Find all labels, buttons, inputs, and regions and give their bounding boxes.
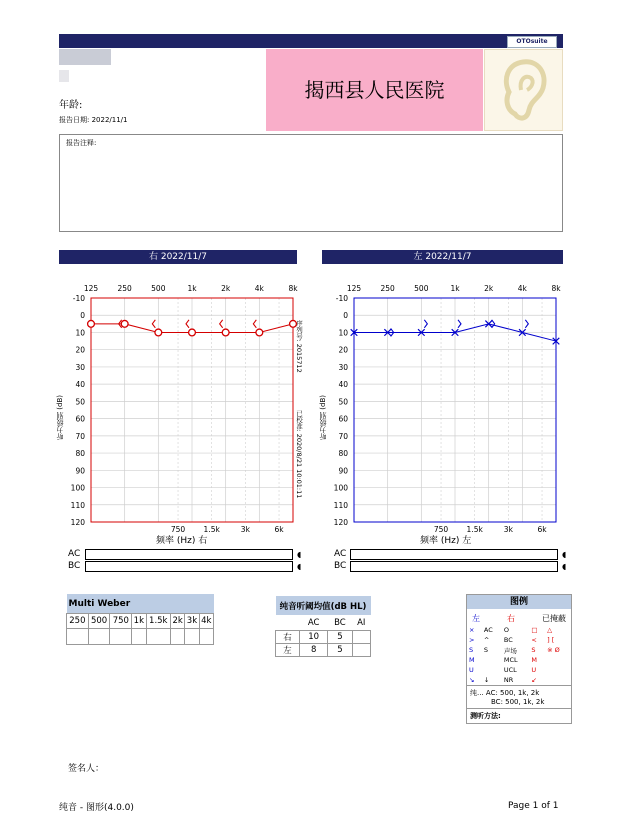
- legend-symbol: ↙: [531, 676, 537, 684]
- legend-symbol: △: [547, 626, 553, 634]
- bc-point: [220, 320, 223, 328]
- weber-cell: [88, 629, 110, 645]
- weber-freq: 1.5k: [146, 614, 171, 629]
- hospital-name: 揭西县人民医院: [266, 49, 483, 131]
- legend-symbol: ^: [483, 636, 490, 644]
- legend-symbol: MCL: [503, 656, 518, 664]
- ac-point-o: [88, 320, 95, 327]
- freq-tick-label: 3k: [503, 525, 513, 534]
- weber-cell: [67, 629, 89, 645]
- right-ac-box: [85, 549, 293, 560]
- legend-symbol: [545, 655, 571, 665]
- db-tick-label: 20: [338, 345, 348, 355]
- legend-left: 左: [472, 614, 480, 623]
- pta-cell: 8: [300, 644, 328, 657]
- ac-point-o: [256, 329, 263, 336]
- legend-symbol: <: [531, 636, 537, 644]
- legend-symbol: ↘: [469, 676, 475, 684]
- legend-symbol: [545, 665, 571, 675]
- freq-tick-label: 6k: [537, 525, 547, 534]
- legend-title: 图例: [467, 595, 571, 609]
- legend-symbol: [545, 675, 571, 685]
- db-tick-label: 30: [75, 362, 85, 372]
- speaker-icon: ◖: [562, 562, 567, 571]
- weber-freq: 2k: [171, 614, 185, 629]
- pta-cell: 右: [276, 631, 300, 644]
- legend-symbol: ] [: [547, 636, 555, 644]
- legend-pta-bc: BC: 500, 1k, 2k: [491, 698, 545, 706]
- right-bc-box: [85, 561, 293, 572]
- patient-name-redacted: [59, 49, 111, 65]
- legend-symbol: U: [469, 666, 474, 674]
- weber-freq: 500: [88, 614, 110, 629]
- legend-symbol: BC: [503, 636, 513, 644]
- freq-tick-label: 3k: [240, 525, 250, 534]
- left-ac-label: AC: [334, 549, 347, 559]
- left-audiogram: [318, 278, 568, 548]
- freq-tick-label: 4k: [517, 284, 527, 293]
- legend-symbol: S: [483, 646, 489, 654]
- weber-title: Multi Weber: [67, 594, 214, 614]
- report-notes-box[interactable]: [59, 134, 563, 232]
- freq-tick-label: 500: [414, 284, 429, 293]
- ear-icon: [485, 50, 564, 132]
- weber-freq: 1k: [132, 614, 146, 629]
- pta-cell: 左: [276, 644, 300, 657]
- db-tick-label: 100: [333, 483, 348, 493]
- db-tick-label: 10: [75, 328, 85, 338]
- legend-symbol: ↓: [483, 676, 490, 684]
- legend-symbol: [482, 665, 502, 675]
- db-tick-label: 10: [338, 328, 348, 338]
- header-bar: [59, 34, 563, 48]
- freq-tick-label: 8k: [551, 284, 561, 293]
- serial-number: 序列号: 2015712: [295, 320, 303, 373]
- weber-freq: 750: [110, 614, 132, 629]
- right-audiogram: [55, 278, 305, 548]
- legend-symbol: M: [469, 656, 475, 664]
- freq-tick-label: 750: [170, 525, 186, 534]
- legend-pta: [467, 685, 571, 708]
- weber-cell: [185, 629, 199, 645]
- db-tick-label: 90: [75, 466, 85, 476]
- pta-col-header: AC: [307, 617, 320, 628]
- weber-freq: 250: [67, 614, 89, 629]
- pta-col-header: [276, 615, 300, 631]
- db-tick-label: 60: [338, 414, 348, 424]
- pta-title: 纯音听阈均值(dB HL): [276, 596, 371, 615]
- db-tick-label: 90: [338, 466, 348, 476]
- bc-point: [458, 320, 461, 328]
- bc-point: [424, 320, 427, 328]
- db-tick-label: 70: [338, 431, 348, 441]
- db-tick-label: 0: [80, 311, 85, 321]
- pta-cell: [352, 644, 370, 657]
- pta-cell: [352, 631, 370, 644]
- freq-tick-label: 2k: [484, 284, 494, 293]
- left-ac-box: [350, 549, 558, 560]
- weber-freq: 4k: [199, 614, 213, 629]
- otosuite-logo: OTOsuite: [507, 36, 557, 48]
- db-tick-label: 40: [338, 380, 348, 390]
- right-ac-label: AC: [68, 549, 81, 559]
- db-tick-label: -10: [72, 294, 85, 303]
- freq-tick-label: 1k: [187, 284, 197, 293]
- legend-symbol: 声场: [503, 646, 517, 655]
- right-bc-label: BC: [68, 561, 81, 571]
- speaker-icon: ◖: [297, 562, 302, 571]
- legend-symbol: S: [531, 646, 536, 654]
- freq-tick-label: 1k: [450, 284, 460, 293]
- freq-tick-label: 500: [151, 284, 166, 293]
- ac-point-o: [222, 329, 229, 336]
- pta-col-header: AI: [357, 617, 366, 628]
- legend-symbol: □: [531, 626, 538, 634]
- legend-symbol: M: [531, 656, 538, 664]
- freq-tick-label: 250: [117, 284, 132, 293]
- db-tick-label: 70: [75, 431, 85, 441]
- db-tick-label: 30: [338, 362, 348, 372]
- freq-tick-label: 2k: [221, 284, 231, 293]
- bc-point: [492, 320, 495, 328]
- bc-point: [186, 320, 189, 328]
- db-tick-label: 120: [333, 518, 348, 527]
- db-tick-label: 50: [75, 397, 85, 407]
- left-xlabel: 频率 (Hz) 左: [420, 536, 472, 546]
- notes-label: 报告注释:: [66, 139, 97, 147]
- weber-cell: [132, 629, 146, 645]
- legend-head: [467, 609, 571, 625]
- legend-right: 右: [507, 614, 515, 623]
- weber-cell: [146, 629, 171, 645]
- legend-method: 测听方法:: [467, 708, 571, 723]
- speaker-icon: ◖: [297, 550, 302, 559]
- db-tick-label: 60: [75, 414, 85, 424]
- db-tick-label: 20: [75, 345, 85, 355]
- left-ylabel: 听力级别 (dB): [319, 395, 327, 440]
- legend-symbol: ×: [469, 626, 475, 634]
- freq-tick-label: 750: [433, 525, 449, 534]
- freq-tick-label: 6k: [274, 525, 284, 534]
- freq-tick-label: 1.5k: [466, 525, 483, 534]
- freq-tick-label: 125: [83, 284, 99, 293]
- legend-symbol: U: [531, 666, 537, 674]
- db-tick-label: 0: [343, 311, 348, 321]
- pta-cell: 5: [328, 644, 352, 657]
- legend-symbol: AC: [483, 626, 493, 634]
- page-number: Page 1 of 1: [508, 801, 559, 811]
- legend-symbol: ※ Ø: [547, 646, 560, 654]
- weber-cell: [110, 629, 132, 645]
- legend-pta-ac: 纯... AC: 500, 1k, 2k: [470, 689, 540, 697]
- ear-logo: [484, 49, 563, 131]
- db-tick-label: 110: [70, 500, 85, 510]
- ac-point-o: [155, 329, 162, 336]
- freq-tick-label: 125: [346, 284, 362, 293]
- legend-symbol: S: [469, 646, 474, 654]
- legend-symbol: [482, 655, 502, 665]
- ac-point-o: [121, 320, 128, 327]
- signer-label: 签名人：: [68, 764, 105, 774]
- bc-point: [152, 320, 155, 328]
- db-tick-label: -10: [335, 294, 348, 303]
- db-tick-label: 80: [338, 449, 348, 459]
- db-tick-label: 80: [75, 449, 85, 459]
- pta-col-header: BC: [334, 617, 346, 628]
- calibration-date: 已校准: 2020/8/21 10:01:11: [295, 410, 303, 499]
- pta-cell: 10: [300, 631, 328, 644]
- legend-symbol: NR: [503, 676, 514, 684]
- pta-table: [275, 596, 371, 657]
- pta-cell: 5: [328, 631, 352, 644]
- ac-point-o: [189, 329, 196, 336]
- weber-table: [66, 594, 214, 645]
- left-graph-title: 左 2022/11/7: [322, 250, 563, 264]
- patient-id-redacted: [59, 70, 69, 82]
- right-ylabel: 听力级别 (dB): [56, 395, 64, 440]
- freq-tick-label: 250: [380, 284, 395, 293]
- legend-symbol: O: [503, 626, 509, 634]
- freq-tick-label: 4k: [254, 284, 264, 293]
- weber-cell: [171, 629, 185, 645]
- bc-point: [525, 320, 528, 328]
- left-bc-label: BC: [334, 561, 347, 571]
- speaker-icon: ◖: [562, 550, 567, 559]
- left-bc-box: [350, 561, 558, 572]
- freq-tick-label: 1.5k: [203, 525, 220, 534]
- weber-cell: [199, 629, 213, 645]
- freq-tick-label: 8k: [288, 284, 298, 293]
- weber-freq: 3k: [185, 614, 199, 629]
- legend-symbol: >: [469, 636, 475, 644]
- db-tick-label: 100: [70, 483, 85, 493]
- db-tick-label: 120: [70, 518, 85, 527]
- db-tick-label: 50: [338, 397, 348, 407]
- report-date: 报告日期: 2022/11/1: [59, 116, 128, 124]
- right-graph-title: 右 2022/11/7: [59, 250, 297, 264]
- bc-point: [253, 320, 256, 328]
- version-label: 纯音 - 图形(4.0.0): [59, 803, 134, 813]
- legend-symbol: UCL: [503, 666, 517, 674]
- db-tick-label: 110: [333, 500, 348, 510]
- db-tick-label: 40: [75, 380, 85, 390]
- legend-masked: 已掩蔽: [542, 614, 566, 623]
- legend: [466, 594, 572, 724]
- right-xlabel: 频率 (Hz) 右: [156, 536, 208, 546]
- age-label: 年龄:: [59, 100, 83, 111]
